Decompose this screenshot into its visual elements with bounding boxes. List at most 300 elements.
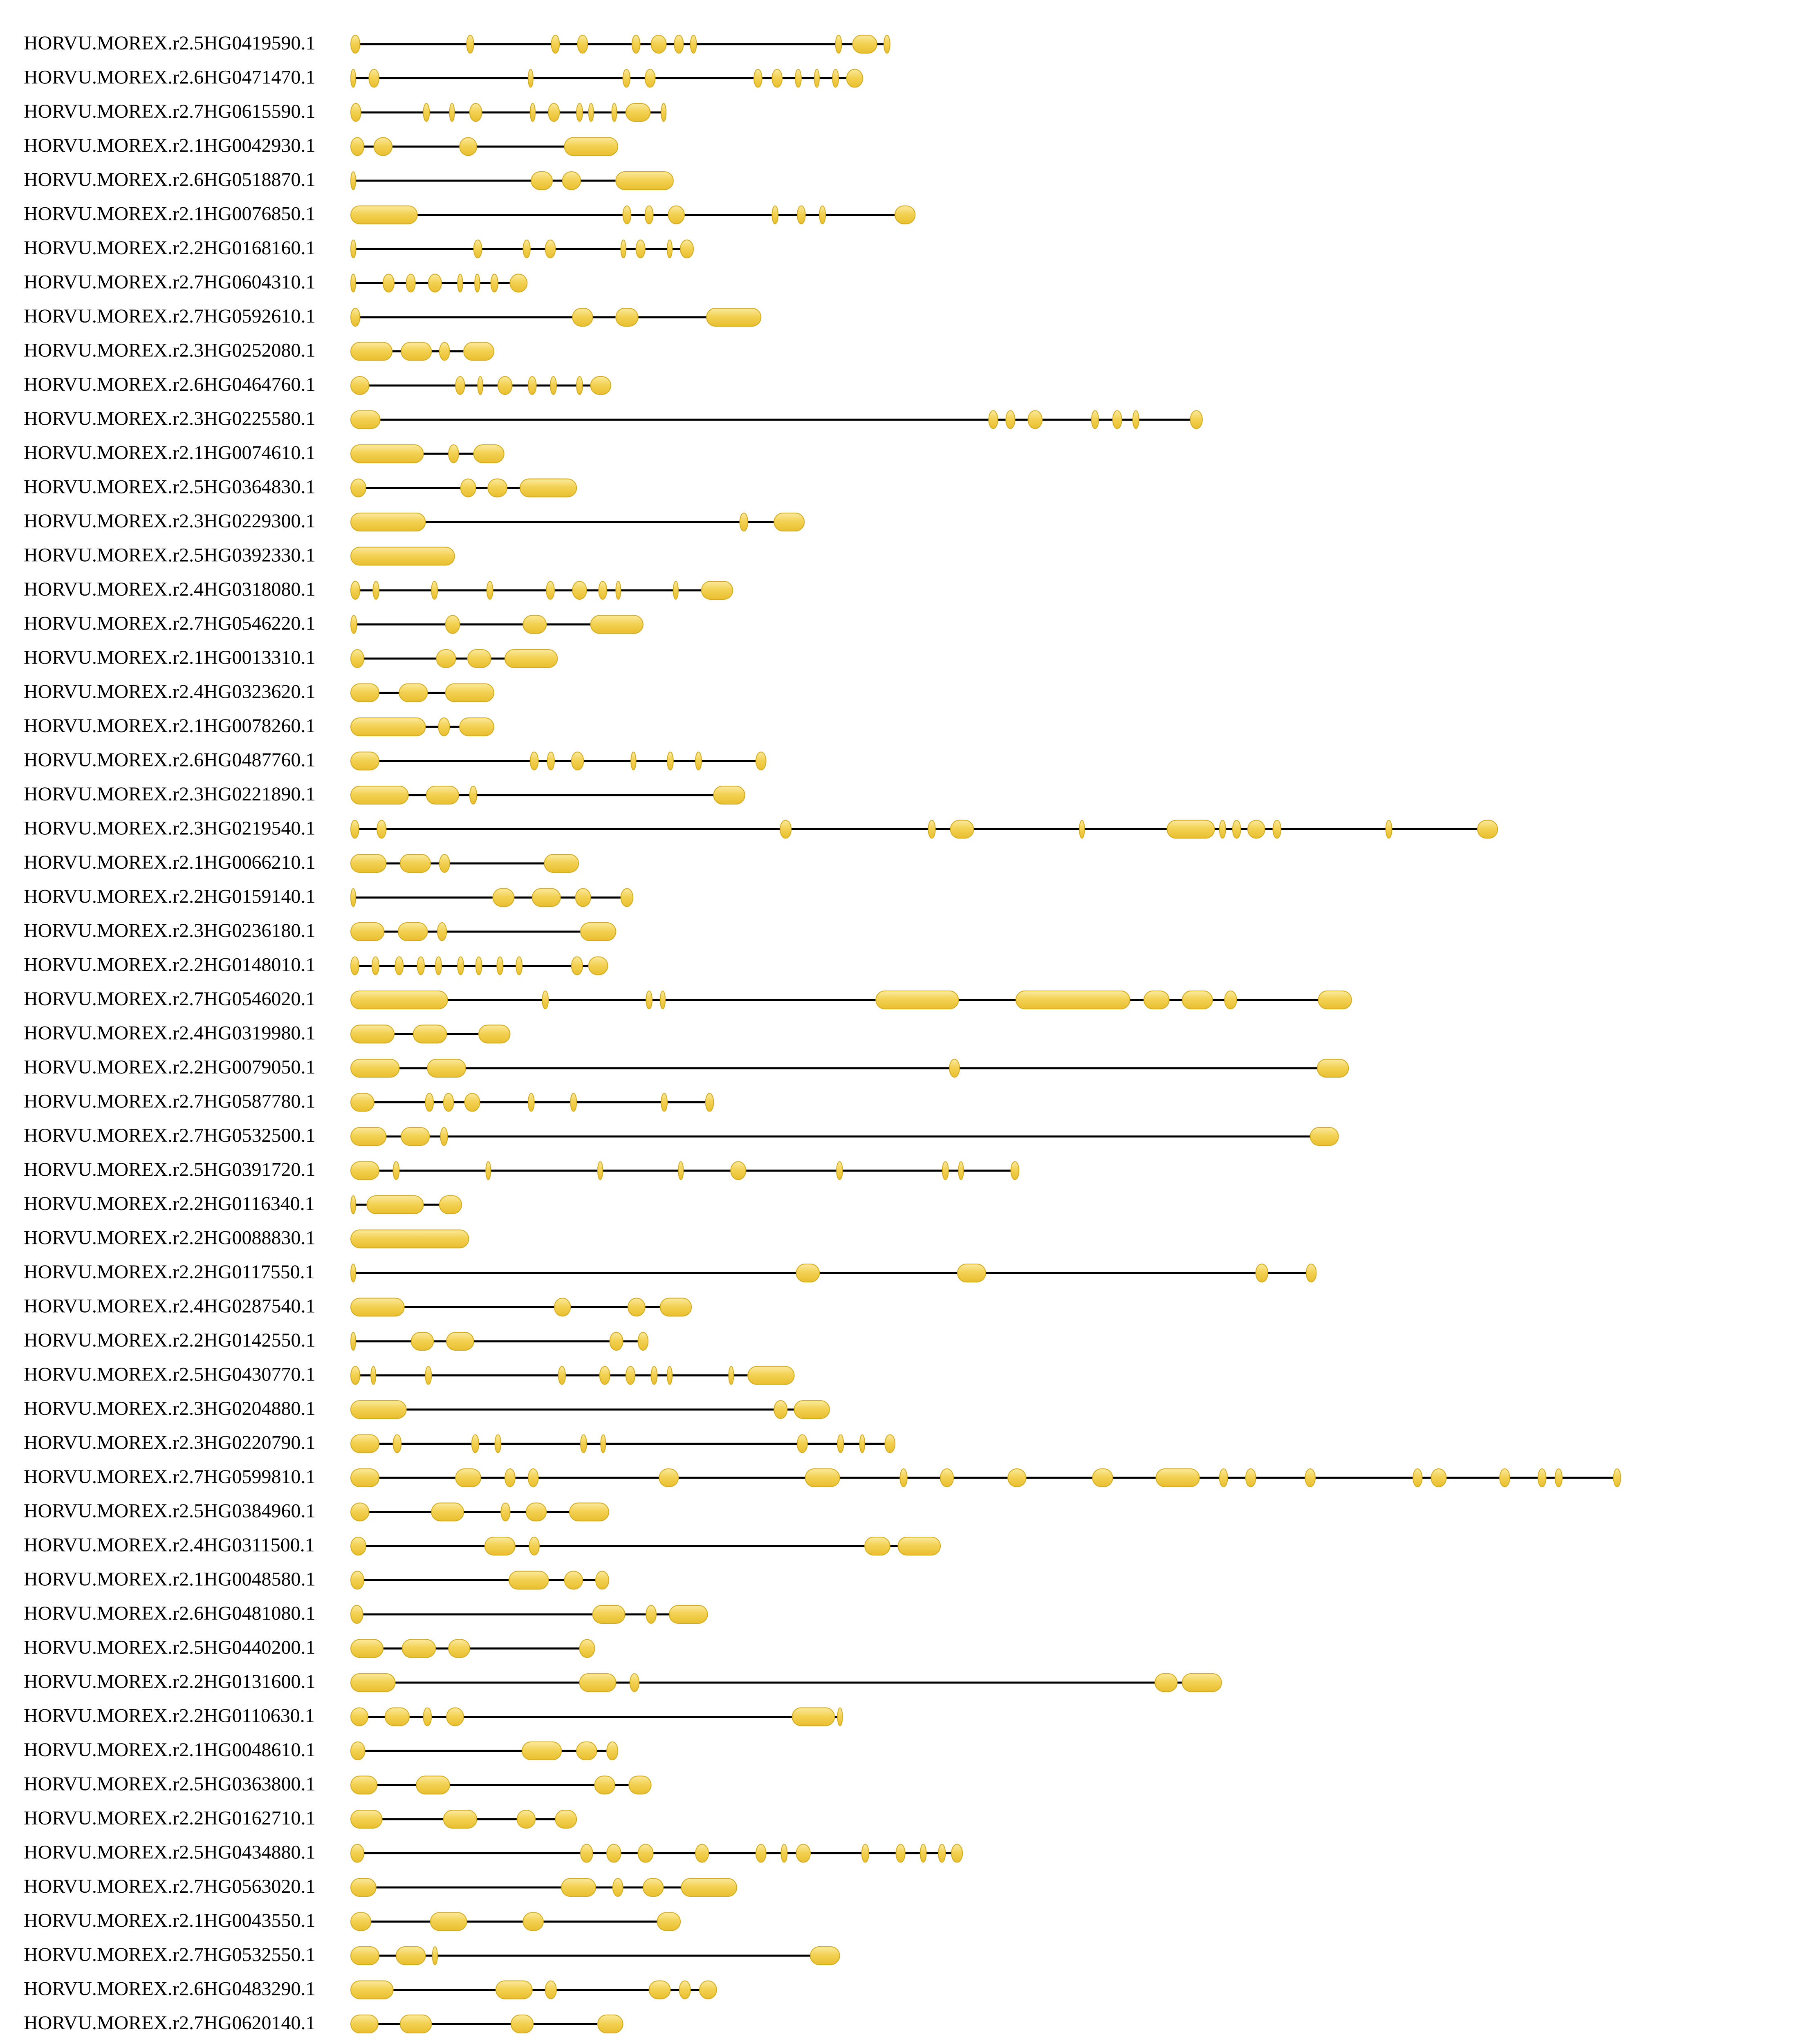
gene-id-label: HORVU.MOREX.r2.4HG0287540.1 xyxy=(24,1295,316,1317)
exon-block xyxy=(1190,411,1202,429)
exon-block xyxy=(631,752,636,770)
exon-block xyxy=(461,479,476,497)
gene-row xyxy=(24,2012,623,2034)
gene-id-label: HORVU.MOREX.r2.2HG0148010.1 xyxy=(24,954,316,976)
exon-block xyxy=(669,1605,708,1623)
exon-block xyxy=(885,1435,895,1453)
exon-block xyxy=(548,103,559,121)
exon-block xyxy=(638,1845,653,1862)
exon-block xyxy=(1016,991,1130,1009)
exon-block xyxy=(395,957,403,975)
gene-row xyxy=(24,1978,717,2000)
exon-block xyxy=(576,377,583,394)
gene-row xyxy=(24,32,890,54)
gene-row xyxy=(24,476,576,498)
exon-block xyxy=(1318,991,1351,1009)
exon-block xyxy=(836,35,842,53)
gene-row xyxy=(24,1261,1316,1283)
exon-block xyxy=(528,69,533,87)
exon-block xyxy=(400,854,431,872)
gene-row xyxy=(24,1569,609,1590)
exon-block xyxy=(351,752,379,770)
exon-block xyxy=(628,1298,645,1316)
exon-block xyxy=(667,240,672,258)
exon-block xyxy=(1413,1469,1422,1487)
gene-id-label: HORVU.MOREX.r2.2HG0117550.1 xyxy=(24,1261,315,1283)
gene-id-label: HORVU.MOREX.r2.5HG0364830.1 xyxy=(24,476,316,498)
exon-block xyxy=(351,684,379,702)
exon-block xyxy=(425,1367,431,1385)
exon-block xyxy=(576,1742,597,1760)
gene-id-label: HORVU.MOREX.r2.3HG0220790.1 xyxy=(24,1432,316,1454)
exon-block xyxy=(351,1913,371,1931)
gene-row xyxy=(24,442,504,464)
exon-block xyxy=(531,172,552,190)
exon-block xyxy=(673,581,678,599)
exon-block xyxy=(780,820,791,838)
exon-block xyxy=(660,1298,691,1316)
exon-block xyxy=(949,1059,960,1077)
exon-block xyxy=(638,1332,648,1350)
exon-block xyxy=(589,957,608,975)
exon-block xyxy=(351,991,448,1009)
exon-block xyxy=(740,513,748,531)
exon-block xyxy=(612,103,617,121)
exon-block xyxy=(528,1094,534,1112)
exon-block xyxy=(636,240,645,258)
exon-block xyxy=(529,1537,539,1555)
exon-block xyxy=(661,1094,667,1112)
exon-block xyxy=(581,1435,587,1453)
exon-block xyxy=(377,820,386,838)
exon-block xyxy=(1246,1469,1256,1487)
exon-block xyxy=(351,718,425,736)
exon-block xyxy=(351,343,392,361)
exon-block xyxy=(425,1094,433,1112)
exon-block xyxy=(572,308,592,326)
exon-block xyxy=(496,1981,532,1999)
exon-block xyxy=(591,616,643,634)
exon-block xyxy=(1256,1264,1268,1282)
gene-id-label: HORVU.MOREX.r2.1HG0048580.1 xyxy=(24,1568,316,1590)
exon-block xyxy=(351,1332,356,1350)
gene-row xyxy=(24,135,618,157)
gene-id-label: HORVU.MOREX.r2.1HG0043550.1 xyxy=(24,1910,316,1932)
exon-block xyxy=(623,69,630,87)
exon-block xyxy=(351,1059,399,1077)
gene-id-label: HORVU.MOREX.r2.2HG0131600.1 xyxy=(24,1671,316,1693)
exon-block xyxy=(900,1469,907,1487)
exon-block xyxy=(626,103,650,121)
exon-block xyxy=(862,1845,869,1862)
gene-rows xyxy=(24,32,1749,2044)
exon-block xyxy=(406,274,415,292)
exon-block xyxy=(466,35,473,53)
gene-row xyxy=(24,954,608,976)
gene-row xyxy=(24,1876,737,1897)
exon-block xyxy=(488,479,507,497)
exon-block xyxy=(678,1162,683,1180)
exon-block xyxy=(667,1367,672,1385)
exon-block xyxy=(596,1571,609,1589)
exon-block xyxy=(455,1469,481,1487)
exon-block xyxy=(493,889,514,907)
gene-id-label: HORVU.MOREX.r2.7HG0599810.1 xyxy=(24,1466,316,1488)
gene-row xyxy=(24,749,766,771)
exon-block xyxy=(446,684,494,702)
gene-row xyxy=(24,988,1352,1010)
exon-block xyxy=(942,1162,949,1180)
exon-block xyxy=(457,274,462,292)
exon-block xyxy=(351,1571,364,1589)
exon-block xyxy=(532,889,561,907)
gene-row xyxy=(24,1432,895,1454)
gene-id-label: HORVU.MOREX.r2.6HG0487760.1 xyxy=(24,749,316,771)
exon-block xyxy=(526,1503,546,1521)
exon-block xyxy=(645,206,653,224)
gene-id-label: HORVU.MOREX.r2.7HG0615590.1 xyxy=(24,101,316,123)
exon-block xyxy=(517,1810,535,1828)
exon-block xyxy=(546,581,554,599)
exon-block xyxy=(895,206,915,224)
exon-block xyxy=(649,1981,671,1999)
exon-block xyxy=(621,240,626,258)
gene-id-label: HORVU.MOREX.r2.7HG0587780.1 xyxy=(24,1090,316,1112)
exon-block xyxy=(351,1094,374,1112)
exon-block xyxy=(509,1571,548,1589)
exon-block xyxy=(351,1605,363,1623)
exon-block xyxy=(643,1878,663,1896)
exon-block xyxy=(572,957,583,975)
exon-block xyxy=(1182,1674,1222,1692)
gene-id-label: HORVU.MOREX.r2.2HG0110630.1 xyxy=(24,1705,315,1727)
exon-block xyxy=(898,1537,940,1555)
exon-block xyxy=(629,1776,651,1794)
gene-id-label: HORVU.MOREX.r2.3HG0252080.1 xyxy=(24,339,316,361)
gene-row xyxy=(24,1705,843,1727)
gene-row xyxy=(24,67,863,88)
exon-block xyxy=(616,581,621,599)
exon-block xyxy=(989,411,998,429)
exon-block xyxy=(446,1708,464,1726)
exon-block xyxy=(616,308,638,326)
exon-block xyxy=(413,1025,446,1043)
exon-block xyxy=(1248,820,1265,838)
exon-block xyxy=(431,1913,467,1931)
exon-block xyxy=(351,240,356,258)
exon-block xyxy=(351,1401,406,1419)
exon-block xyxy=(393,1435,401,1453)
exon-block xyxy=(860,1435,865,1453)
gene-row xyxy=(24,510,804,532)
exon-block xyxy=(576,889,591,907)
exon-block xyxy=(351,616,357,634)
exon-block xyxy=(729,1367,733,1385)
exon-block xyxy=(448,1640,470,1658)
gene-row xyxy=(24,1602,708,1624)
gene-row xyxy=(24,1910,680,1932)
exon-block xyxy=(523,240,530,258)
gene-row xyxy=(24,1022,510,1044)
exon-block xyxy=(448,445,459,463)
exon-block xyxy=(351,1845,364,1862)
gene-id-label: HORVU.MOREX.r2.7HG0546220.1 xyxy=(24,612,316,634)
exon-block xyxy=(351,1674,395,1692)
gene-row xyxy=(24,1329,648,1351)
exon-block xyxy=(706,308,761,326)
gene-id-label: HORVU.MOREX.r2.2HG0088830.1 xyxy=(24,1227,316,1249)
exon-block xyxy=(444,1810,477,1828)
exon-block xyxy=(475,274,480,292)
exon-block xyxy=(373,581,379,599)
exon-block xyxy=(794,1401,830,1419)
exon-block xyxy=(1614,1469,1621,1487)
exon-block xyxy=(1006,411,1015,429)
gene-row xyxy=(24,169,673,191)
exon-block xyxy=(756,752,766,770)
exon-block xyxy=(511,2015,533,2033)
exon-block xyxy=(351,923,384,941)
exon-block xyxy=(797,206,805,224)
exon-block xyxy=(1305,1469,1315,1487)
exon-block xyxy=(351,1776,377,1794)
exon-block xyxy=(351,1640,383,1658)
exon-block xyxy=(731,1162,746,1180)
exon-block xyxy=(351,1947,379,1965)
exon-block xyxy=(774,1401,787,1419)
gene-id-label: HORVU.MOREX.r2.5HG0419590.1 xyxy=(24,32,316,54)
exon-block xyxy=(570,1503,609,1521)
exon-block xyxy=(402,1640,435,1658)
exon-block xyxy=(416,1776,449,1794)
exon-block xyxy=(940,1469,953,1487)
exon-block xyxy=(351,1981,393,1999)
exon-block xyxy=(351,513,425,531)
exon-block xyxy=(958,1264,986,1282)
gene-row xyxy=(24,1500,609,1522)
exon-block xyxy=(528,377,536,394)
exon-block xyxy=(613,1878,623,1896)
gene-id-label: HORVU.MOREX.r2.1HG0042930.1 xyxy=(24,134,316,157)
exon-block xyxy=(351,1367,360,1385)
gene-row xyxy=(24,203,915,225)
exon-block xyxy=(580,1674,616,1692)
exon-block xyxy=(938,1845,945,1862)
exon-block xyxy=(505,650,557,668)
exon-block xyxy=(796,1264,820,1282)
exon-block xyxy=(351,103,361,121)
exon-block xyxy=(1113,411,1122,429)
exon-block xyxy=(431,1503,464,1521)
exon-block xyxy=(530,752,538,770)
exon-block xyxy=(646,1605,656,1623)
gene-id-label: HORVU.MOREX.r2.5HG0392330.1 xyxy=(24,544,316,566)
gene-id-label: HORVU.MOREX.r2.4HG0311500.1 xyxy=(24,1534,315,1556)
exon-block xyxy=(472,1435,479,1453)
exon-block xyxy=(797,1435,807,1453)
exon-block xyxy=(563,172,581,190)
gene-row xyxy=(24,920,616,941)
exon-block xyxy=(651,35,666,53)
exon-block xyxy=(520,479,576,497)
exon-block xyxy=(530,103,535,121)
exon-block xyxy=(552,35,560,53)
gene-id-label: HORVU.MOREX.r2.7HG0546020.1 xyxy=(24,988,316,1010)
exon-block xyxy=(1317,1059,1348,1077)
gene-id-label: HORVU.MOREX.r2.7HG0532500.1 xyxy=(24,1125,316,1147)
exon-block xyxy=(607,1742,618,1760)
exon-block xyxy=(659,1469,678,1487)
gene-id-label: HORVU.MOREX.r2.4HG0323620.1 xyxy=(24,681,316,703)
exon-block xyxy=(351,1708,368,1726)
exon-block xyxy=(682,1878,737,1896)
exon-block xyxy=(847,69,863,87)
exon-block xyxy=(700,1981,717,1999)
exon-block xyxy=(351,1537,366,1555)
exon-block xyxy=(351,172,356,190)
exon-block xyxy=(796,1845,811,1862)
exon-block xyxy=(351,1196,356,1214)
gene-row xyxy=(24,1364,794,1385)
exon-block xyxy=(351,1469,379,1487)
exon-block xyxy=(621,889,633,907)
exon-block xyxy=(1092,1469,1112,1487)
exon-block xyxy=(393,1162,399,1180)
exon-block xyxy=(468,650,491,668)
exon-block xyxy=(351,1742,365,1760)
exon-block xyxy=(570,1094,576,1112)
gene-id-label: HORVU.MOREX.r2.7HG0563020.1 xyxy=(24,1876,316,1898)
exon-block xyxy=(805,1469,840,1487)
exon-block xyxy=(457,957,464,975)
gene-id-label: HORVU.MOREX.r2.2HG0116340.1 xyxy=(24,1193,315,1215)
exon-block xyxy=(351,1810,382,1828)
exon-block xyxy=(464,343,494,361)
exon-block xyxy=(1478,820,1498,838)
exon-block xyxy=(401,343,431,361)
exon-block xyxy=(1220,1469,1228,1487)
exon-block xyxy=(400,2015,431,2033)
exon-block xyxy=(351,1878,376,1896)
gene-id-label: HORVU.MOREX.r2.3HG0219540.1 xyxy=(24,817,316,839)
exon-block xyxy=(572,581,587,599)
exon-block xyxy=(632,35,640,53)
exon-block xyxy=(485,1537,515,1555)
exon-block xyxy=(455,377,464,394)
exon-block xyxy=(550,377,556,394)
exon-block xyxy=(713,786,745,804)
gene-row xyxy=(24,305,761,327)
gene-id-label: HORVU.MOREX.r2.6HG0483290.1 xyxy=(24,1978,316,2000)
exon-block xyxy=(1555,1469,1562,1487)
exon-block xyxy=(351,581,360,599)
exon-block xyxy=(351,308,360,326)
gene-row xyxy=(24,852,579,873)
exon-block xyxy=(399,684,427,702)
gene-id-label: HORVU.MOREX.r2.7HG0604310.1 xyxy=(24,271,316,293)
exon-block xyxy=(748,1367,794,1385)
exon-block xyxy=(435,957,442,975)
exon-block xyxy=(351,411,380,429)
gene-id-label: HORVU.MOREX.r2.5HG0434880.1 xyxy=(24,1841,316,1863)
exon-block xyxy=(832,69,839,87)
exon-block xyxy=(351,1127,386,1145)
exon-block xyxy=(581,923,616,941)
exon-block xyxy=(497,957,503,975)
gene-row xyxy=(24,1056,1348,1078)
exon-block xyxy=(561,1878,596,1896)
exon-block xyxy=(437,650,456,668)
exon-block xyxy=(501,1503,510,1521)
exon-block xyxy=(838,1708,843,1726)
exon-block xyxy=(351,206,417,224)
exon-block xyxy=(581,1845,593,1862)
exon-block xyxy=(1273,820,1281,838)
exon-block xyxy=(479,1025,510,1043)
gene-id-label: HORVU.MOREX.r2.1HG0048610.1 xyxy=(24,1739,316,1761)
exon-block xyxy=(623,206,631,224)
gene-id-label: HORVU.MOREX.r2.4HG0318080.1 xyxy=(24,578,316,601)
exon-block xyxy=(547,752,554,770)
exon-block xyxy=(578,35,588,53)
exon-block xyxy=(853,35,877,53)
exon-block xyxy=(398,923,427,941)
exon-block xyxy=(474,445,504,463)
gene-row xyxy=(24,237,693,259)
exon-block xyxy=(470,103,482,121)
gene-id-label: HORVU.MOREX.r2.3HG0236180.1 xyxy=(24,920,316,942)
gene-row xyxy=(24,681,494,703)
exon-block xyxy=(433,1947,437,1965)
exon-block xyxy=(431,581,437,599)
exon-block xyxy=(351,445,423,463)
exon-block xyxy=(486,1162,491,1180)
exon-block xyxy=(756,1845,766,1862)
exon-block xyxy=(657,1913,680,1931)
exon-block xyxy=(1079,820,1084,838)
exon-block xyxy=(371,1367,376,1385)
exon-block xyxy=(896,1845,905,1862)
exon-block xyxy=(706,1094,714,1112)
exon-block xyxy=(884,35,890,53)
gene-row xyxy=(24,1944,840,1966)
exon-block xyxy=(572,752,584,770)
exon-block xyxy=(838,1435,844,1453)
exon-block xyxy=(401,1127,429,1145)
gene-row xyxy=(24,1842,962,1863)
gene-id-label: HORVU.MOREX.r2.5HG0384960.1 xyxy=(24,1500,316,1522)
gene-id-label: HORVU.MOREX.r2.6HG0464760.1 xyxy=(24,374,316,396)
exon-block xyxy=(598,2015,623,2033)
gene-id-label: HORVU.MOREX.r2.2HG0142550.1 xyxy=(24,1329,316,1351)
exon-block xyxy=(645,69,655,87)
exon-block xyxy=(781,1845,787,1862)
gene-row xyxy=(24,715,494,737)
exon-block xyxy=(580,1640,595,1658)
exon-block xyxy=(630,1674,639,1692)
exon-block xyxy=(460,138,477,156)
exon-block xyxy=(351,1435,379,1453)
exon-block xyxy=(417,957,424,975)
exon-block xyxy=(1008,1469,1026,1487)
exon-block xyxy=(554,1298,570,1316)
exon-block xyxy=(680,240,693,258)
exon-block xyxy=(351,479,366,497)
exon-block xyxy=(523,616,547,634)
exon-block xyxy=(516,957,522,975)
exon-block xyxy=(423,103,429,121)
gene-id-label: HORVU.MOREX.r2.7HG0532550.1 xyxy=(24,1944,316,1966)
